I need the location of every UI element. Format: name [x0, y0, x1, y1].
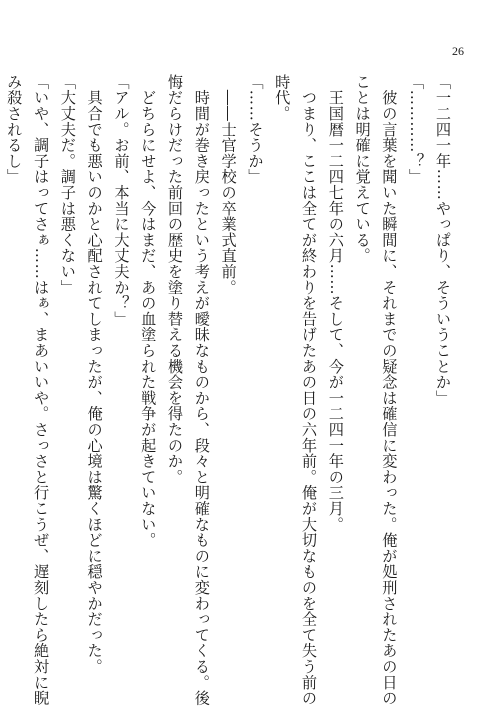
text-line: 悔だらけだった前回の歴史を塗り替える機会を得たのか。: [161, 74, 188, 674]
text-line: 彼の言葉を聞いた瞬間に、それまでの疑念は確信に変わった。俺が処刑されたあの日の: [376, 74, 403, 674]
text-line: 具合でも悪いのかと心配されてしまったが、俺の心境は驚くほどに穏やかだった。: [81, 74, 108, 674]
body-text: [54, 74, 456, 674]
text-line: ことは明確に覚えている。: [349, 74, 376, 674]
text-line: どちらにせよ、今はまだ、あの血塗られた戦争が起きていない。: [134, 74, 161, 674]
text-line: み殺されるし」: [0, 74, 27, 674]
text-line: 「一二四一年……やっぱり、そういうことか」: [429, 74, 456, 674]
text-line: 「アル。お前、本当に大丈夫か？」: [108, 74, 135, 674]
text-line: 「大丈夫だ。調子は悪くない」: [54, 74, 81, 674]
text-line: つまり、ここは全てが終わりを告げたあの日の六年前。俺が大切なものを全て失う前の: [295, 74, 322, 674]
page-number: 26: [452, 44, 464, 59]
text-line: 「…………？」: [402, 74, 429, 674]
text-line: 時代。: [268, 74, 295, 674]
text-line: 「いや、調子はってさぁ……はぁ、まあいいや。さっさと行こうぜ、遅刻したら絶対に睨: [27, 74, 54, 674]
text-line: 時間が巻き戻ったという考えが曖昧なものから、段々と明確なものに変わってくる。後: [188, 74, 215, 674]
text-line: ――士官学校の卒業式直前。: [215, 74, 242, 674]
text-line: 「……そうか」: [242, 74, 269, 674]
text-line: 王国暦一二四七年の六月……そして、今が一二四一年の三月。: [322, 74, 349, 674]
